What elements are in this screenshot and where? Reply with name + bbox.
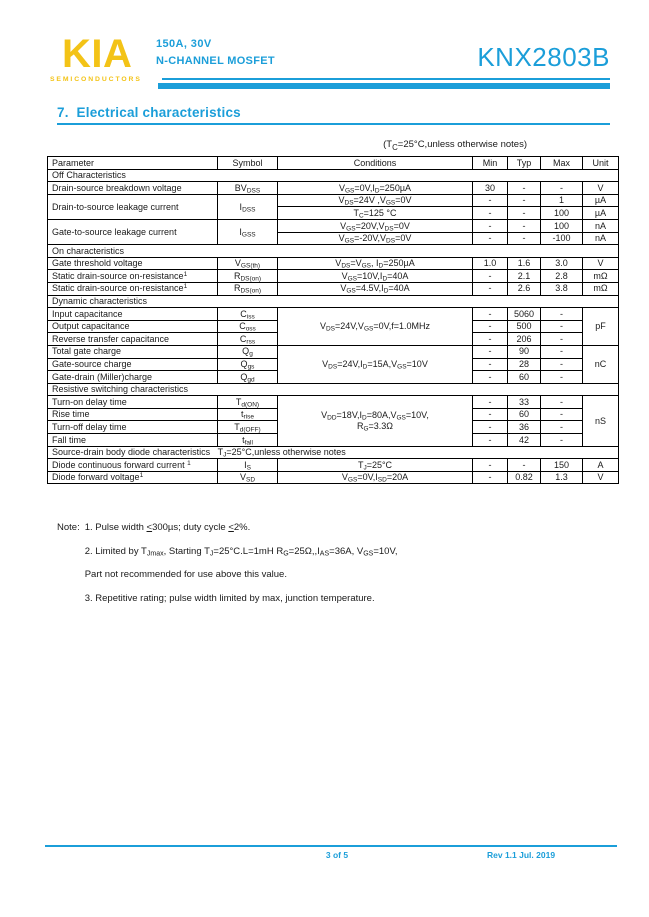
table-cell: $t_{fall}$ — [218, 434, 278, 447]
column-header: Max — [541, 157, 583, 170]
spec-row — [48, 471, 619, 484]
device-rating: 150A, 30V — [156, 38, 212, 50]
table-cell: Rise time — [48, 408, 218, 421]
table-cell: - — [541, 358, 583, 371]
table-cell: A — [583, 459, 619, 472]
notes-lines — [85, 522, 398, 616]
column-header: Typ — [508, 157, 541, 170]
table-cell: Diode continuous forward current $^1$ — [48, 459, 218, 472]
table-cell: - — [541, 408, 583, 421]
table-cell: Input capacitance — [48, 308, 218, 321]
table-cell: Gate-source charge — [48, 358, 218, 371]
table-cell: - — [541, 333, 583, 346]
table-cell: - — [473, 270, 508, 283]
table-cell: - — [473, 345, 508, 358]
table-cell: - — [473, 434, 508, 447]
table-cell: - — [541, 421, 583, 434]
table-cell: 5060 — [508, 308, 541, 321]
spec-row — [48, 459, 619, 472]
table-cell: 1.3 — [541, 471, 583, 484]
table-cell: - — [473, 396, 508, 409]
kia-logo — [50, 33, 142, 83]
table-cell: 1.6 — [508, 257, 541, 270]
table-cell: 100 — [541, 219, 583, 232]
section-row — [48, 383, 619, 396]
table-cell: - — [508, 459, 541, 472]
logo-text: KIA — [62, 32, 133, 76]
table-cell: Output capacitance — [48, 320, 218, 333]
table-cell: nA — [583, 232, 619, 245]
table-cell: Resistive switching characteristics — [48, 383, 619, 396]
page-number: 3 of 5 — [325, 850, 349, 860]
table-condition-note: ($T_C=25^\circ C,unless$ otherwise notes) — [383, 139, 527, 152]
column-header: Parameter — [48, 157, 218, 170]
table-cell: - — [473, 459, 508, 472]
table-cell: $V_{DD}=18V,I_D=80A,V_{GS}=10V$, $R_G=3.3\Omega$ — [278, 396, 473, 446]
section-row — [48, 295, 619, 308]
table-cell: 206 — [508, 333, 541, 346]
table-cell: - — [473, 232, 508, 245]
footer-rule — [45, 845, 617, 847]
table-cell: $V_{GS}=0V,I_D=250\mu A$ — [278, 182, 473, 195]
table-cell: $V_{DS}=24V$ $,V_{GS}=0V$ — [278, 194, 473, 207]
table-cell: $R_{DS(on)}$ — [218, 270, 278, 283]
table-cell: V — [583, 182, 619, 195]
table-cell: $V_{GS}=0V,I_{SD}=20A$ — [278, 471, 473, 484]
table-cell: 30 — [473, 182, 508, 195]
table-cell: - — [541, 371, 583, 384]
table-cell: $C_{rss}$ — [218, 333, 278, 346]
table-cell: $T_{d(OFF)}$ — [218, 421, 278, 434]
table-cell: nS — [583, 396, 619, 446]
table-cell: 1.0 — [473, 257, 508, 270]
table-cell: Gate-drain (Miller)charge — [48, 371, 218, 384]
section-heading: 7. Electrical characteristics — [57, 105, 610, 125]
table-cell: 60 — [508, 371, 541, 384]
table-cell: $V_{GS}=20V,V_{DS}=0V$ — [278, 219, 473, 232]
spec-row — [48, 194, 619, 207]
table-cell: - — [473, 408, 508, 421]
table-cell: µA — [583, 207, 619, 220]
table-cell: Source-drain body diode characteristics $T_J=25^\circ C,unless$ otherwise notes — [48, 446, 619, 459]
part-number: KNX2803B — [477, 42, 610, 72]
logo-subtitle: SEMICONDUCTORS — [50, 76, 142, 83]
revision-label: Rev 1.1 Jul. 2019 — [487, 850, 556, 860]
table-cell: $C_{iss}$ — [218, 308, 278, 321]
table-cell: $t_{rise}$ — [218, 408, 278, 421]
table-cell: $V_{SD}$ — [218, 471, 278, 484]
table-cell: µA — [583, 194, 619, 207]
section-row — [48, 446, 619, 459]
table-cell: Dynamic characteristics — [48, 295, 619, 308]
table-cell: $C_{oss}$ — [218, 320, 278, 333]
table-cell: $Q_{gs}$ — [218, 358, 278, 371]
table-cell: $T_C=125$ °C — [278, 207, 473, 220]
table-cell: 28 — [508, 358, 541, 371]
table-cell: 3.0 — [541, 257, 583, 270]
table-cell: $BV_{DSS}$ — [218, 182, 278, 195]
table-cell: 2.1 — [508, 270, 541, 283]
table-cell: V — [583, 471, 619, 484]
table-cell: pF — [583, 308, 619, 346]
table-cell: - — [541, 434, 583, 447]
table-cell: $I_{GSS}$ — [218, 219, 278, 244]
table-cell: $V_{GS}=-20V,V_{DS}=0V$ — [278, 232, 473, 245]
table-cell: Turn-on delay time — [48, 396, 218, 409]
column-header: Min — [473, 157, 508, 170]
table-cell: $V_{GS}=4.5V,I_D=40A$ — [278, 282, 473, 295]
table-cell: 2.6 — [508, 282, 541, 295]
table-cell: 90 — [508, 345, 541, 358]
table-cell: - — [473, 207, 508, 220]
table-cell: - — [508, 219, 541, 232]
spec-row — [48, 257, 619, 270]
table-cell: 60 — [508, 408, 541, 421]
table-cell: Diode forward voltage$^1$ — [48, 471, 218, 484]
table-cell: -100 — [541, 232, 583, 245]
table-cell: - — [473, 358, 508, 371]
table-cell: Reverse transfer capacitance — [48, 333, 218, 346]
table-cell: 3.8 — [541, 282, 583, 295]
table-cell: Drain-source breakdown voltage — [48, 182, 218, 195]
table-cell: 2.8 — [541, 270, 583, 283]
spec-table — [47, 156, 619, 484]
column-header: Symbol — [218, 157, 278, 170]
table-cell: Turn-off delay time — [48, 421, 218, 434]
table-cell: - — [508, 232, 541, 245]
table-cell: 1 — [541, 194, 583, 207]
table-cell: - — [473, 308, 508, 321]
table-cell: $R_{DS(on)}$ — [218, 282, 278, 295]
table-cell: $I_{DSS}$ — [218, 194, 278, 219]
table-cell: mΩ — [583, 270, 619, 283]
table-cell: Fall time — [48, 434, 218, 447]
spec-row — [48, 396, 619, 409]
header-rule-thick — [158, 83, 610, 89]
notes-label: Note: — [57, 522, 80, 533]
table-cell: - — [473, 320, 508, 333]
spec-row — [48, 270, 619, 283]
spec-row — [48, 308, 619, 321]
table-cell: 100 — [541, 207, 583, 220]
section-row — [48, 169, 619, 182]
table-cell: mΩ — [583, 282, 619, 295]
table-cell: - — [541, 396, 583, 409]
column-header: Conditions — [278, 157, 473, 170]
table-cell: $V_{DS}=24V,V_{GS}=0V,f=1.0MHz$ — [278, 308, 473, 346]
table-cell: - — [473, 371, 508, 384]
header-rule-thin — [162, 78, 610, 80]
column-header: Unit — [583, 157, 619, 170]
note-line: 1. Pulse width <300µs; duty cycle <2%. — [84, 522, 251, 533]
table-cell: $I_S$ — [218, 459, 278, 472]
table-cell: - — [541, 320, 583, 333]
table-cell: $V_{DS}=24V,I_D=15A,V_{GS}=10V$ — [278, 345, 473, 383]
table-cell: 33 — [508, 396, 541, 409]
table-cell: V — [583, 257, 619, 270]
table-cell: $T_J=25^\circ C$ — [278, 459, 473, 472]
table-cell: - — [508, 194, 541, 207]
table-cell: - — [473, 282, 508, 295]
table-cell: - — [508, 207, 541, 220]
table-cell: - — [508, 182, 541, 195]
note-line: Part not recommended for use above this value. — [84, 569, 287, 580]
section-row — [48, 245, 619, 258]
spec-table-body — [48, 157, 619, 484]
table-cell: nA — [583, 219, 619, 232]
table-cell: - — [473, 421, 508, 434]
notes-block — [57, 522, 398, 616]
spec-row — [48, 345, 619, 358]
table-cell: - — [473, 333, 508, 346]
table-cell: $V_{GS(th)}$ — [218, 257, 278, 270]
table-cell: - — [541, 182, 583, 195]
spec-row — [48, 182, 619, 195]
note-line: 3. Repetitive rating; pulse width limited by max, junction temperature. — [84, 592, 375, 604]
table-cell: 500 — [508, 320, 541, 333]
note-line: 2. Limited by $T_{Jmax}$, Starting $T_J=25^\circ C.L=1mH$ $R_G=25\Omega,,I_{AS}=36A$, $V_{GS}=10V$, — [84, 545, 398, 557]
table-cell: 0.82 — [508, 471, 541, 484]
table-cell: - — [541, 345, 583, 358]
table-cell: Off Characteristics — [48, 169, 619, 182]
table-cell: On characteristics — [48, 245, 619, 258]
table-cell: Gate threshold voltage — [48, 257, 218, 270]
table-cell: 150 — [541, 459, 583, 472]
table-cell: Static drain-source on-resistance$^1$ — [48, 270, 218, 283]
table-cell: 36 — [508, 421, 541, 434]
table-cell: Gate-to-source leakage current — [48, 219, 218, 244]
table-cell: 42 — [508, 434, 541, 447]
device-type: N-CHANNEL MOSFET — [156, 55, 275, 67]
table-cell: Static drain-source on-resistance$^1$ — [48, 282, 218, 295]
table-cell: - — [473, 194, 508, 207]
table-cell: $V_{GS}=10V,I_D=40A$ — [278, 270, 473, 283]
table-cell: $Q_{gd}$ — [218, 371, 278, 384]
table-cell: $V_{DS}=V_{GS}$, $I_D=250\mu A$ — [278, 257, 473, 270]
table-cell: Drain-to-source leakage current — [48, 194, 218, 219]
table-cell: - — [473, 219, 508, 232]
header-row — [48, 157, 619, 170]
table-cell: $Q_g$ — [218, 345, 278, 358]
spec-row — [48, 219, 619, 232]
spec-row — [48, 282, 619, 295]
table-cell: $T_{d(ON)}$ — [218, 396, 278, 409]
table-cell: - — [541, 308, 583, 321]
table-cell: - — [473, 471, 508, 484]
table-cell: Total gate charge — [48, 345, 218, 358]
table-cell: nC — [583, 345, 619, 383]
